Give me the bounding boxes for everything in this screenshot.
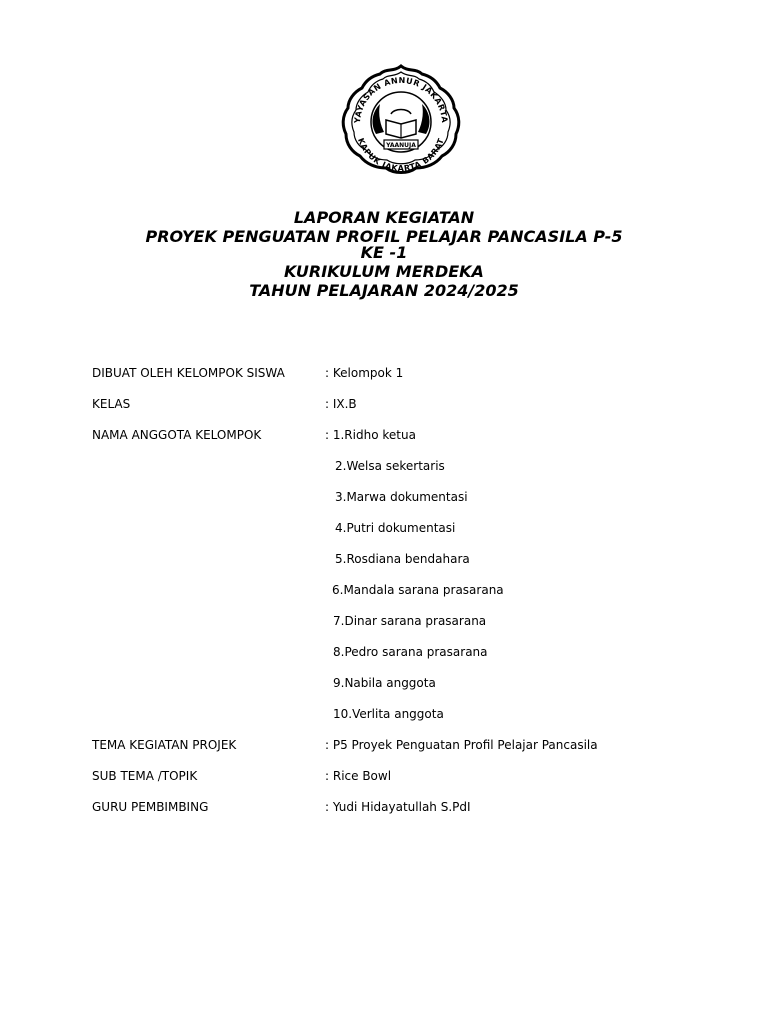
- title-line-4: KURIKULUM MERDEKA: [284, 262, 484, 281]
- list-item: [92, 707, 712, 738]
- field-class: [92, 397, 712, 428]
- title-line-2: PROYEK PENGUATAN PROFIL PELAJAR PANCASILA P-5: [145, 227, 623, 246]
- field-subtheme-value: : Rice Bowl: [325, 769, 392, 783]
- field-teacher-value: : Yudi Hidayatullah S.PdI: [325, 800, 471, 814]
- field-teacher: [92, 800, 712, 831]
- member-2: 2.Welsa sekertaris: [335, 459, 445, 473]
- member-4: 4.Putri dokumentasi: [335, 521, 456, 535]
- logo-top-text: YAYASAN ANNUR JAKARTA: [352, 75, 450, 124]
- field-members-label: NAMA ANGGOTA KELOMPOK: [92, 428, 262, 442]
- field-group: [92, 366, 712, 397]
- field-class-value: : IX.B: [325, 397, 357, 411]
- member-9: 9.Nabila anggota: [333, 676, 436, 690]
- yayasan-annur-logo: [336, 64, 466, 176]
- member-7: 7.Dinar sarana prasarana: [333, 614, 487, 628]
- list-item: [92, 676, 712, 707]
- list-item: [92, 645, 712, 676]
- title-line-3: KE -1: [360, 243, 408, 262]
- list-item: [92, 459, 712, 490]
- member-10: 10.Verlita anggota: [333, 707, 444, 721]
- field-members-value: : 1.Ridho ketua: [325, 428, 416, 442]
- list-item: [92, 552, 712, 583]
- member-5: 5.Rosdiana bendahara: [335, 552, 470, 566]
- field-theme-value: : P5 Proyek Penguatan Profil Pelajar Pancasila: [325, 738, 598, 752]
- report-title: [80, 208, 688, 300]
- field-members: [92, 428, 712, 459]
- field-group-value: : Kelompok 1: [325, 366, 404, 380]
- field-class-label: KELAS: [92, 397, 131, 411]
- title-line-5: TAHUN PELAJARAN 2024/2025: [249, 281, 519, 300]
- logo-center-text: YAANUJA: [386, 142, 416, 149]
- list-item: [92, 614, 712, 645]
- member-8: 8.Pedro sarana prasarana: [333, 645, 488, 659]
- svg-text:YAYASAN ANNUR JAKARTA: [353, 76, 449, 125]
- member-6: 6.Mandala sarana prasarana: [332, 583, 504, 597]
- member-3: 3.Marwa dokumentasi: [335, 490, 468, 504]
- field-teacher-label: GURU PEMBIMBING: [92, 800, 209, 814]
- field-theme: [92, 738, 712, 769]
- field-theme-label: TEMA KEGIATAN PROJEK: [92, 738, 237, 752]
- field-subtheme: [92, 769, 712, 800]
- logo-bottom-text: KAPUK JAKARTA BARAT: [356, 136, 446, 174]
- list-item: [92, 583, 712, 614]
- list-item: [92, 490, 712, 521]
- field-group-label: DIBUAT OLEH KELOMPOK SISWA: [92, 366, 285, 380]
- field-subtheme-label: SUB TEMA /TOPIK: [92, 769, 198, 783]
- report-details: [92, 366, 712, 831]
- list-item: [92, 521, 712, 552]
- title-line-1: LAPORAN KEGIATAN: [293, 208, 475, 227]
